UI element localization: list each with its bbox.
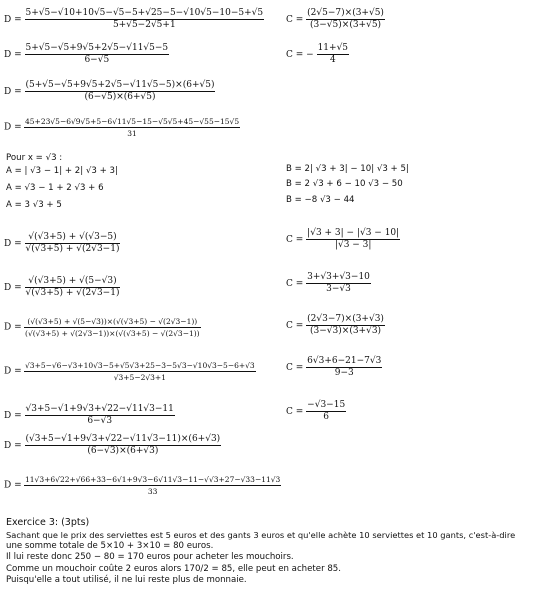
exercise-line: une somme totale de 5×10 + 3×10 = 80 euros. (6, 541, 214, 552)
numerator: 45+23√5−6√9√5+5−6√11√5−15−√5√5+45−√55−15√5 (25, 117, 240, 126)
equation-label: C = (286, 235, 304, 245)
numerator: (2√5−7)×(3+√5) (307, 8, 384, 18)
numerator: 5+√5−√5+9√5+2√5−√11√5−5 (25, 43, 169, 53)
bottom-d2-equation (4, 434, 221, 457)
equation-label: D = (4, 283, 22, 293)
denominator: 3−√3 (326, 284, 351, 294)
exercise-line: Sachant que le prix des serviettes est 5 euros et des gants 3 euros et qu'elle achète 10 serviettes et 10 gants, c'est-à-dire (6, 530, 516, 540)
fraction (25, 434, 222, 457)
a-line-3: A = 3 √3 + 5 (6, 200, 62, 210)
numerator: 11√3+6√22+√66+33−6√1+9√3−6√11√3−11−√√3+27−√33−11√3 (25, 475, 281, 484)
fraction (25, 404, 175, 427)
mid-c2-equation (286, 272, 371, 295)
mid-d4-equation (4, 360, 256, 383)
fraction (306, 356, 382, 379)
fraction (25, 276, 121, 299)
fraction (24, 116, 240, 139)
bottom-d3-equation (4, 474, 281, 497)
fraction (25, 232, 121, 255)
fraction (306, 228, 400, 251)
numerator: 6√3+6−21−7√3 (307, 356, 382, 366)
fraction (306, 314, 385, 337)
fraction (306, 272, 371, 295)
numerator: √(√3+5) + √(5−√3) (25, 276, 121, 288)
exercise-line: Comme un mouchoir coûte 2 euros alors 170/2 = 85, elle peut en acheter 85. (6, 563, 341, 574)
bottom-d1-equation (4, 404, 175, 427)
top-d2-equation (4, 43, 169, 66)
mid-c4-equation (286, 356, 382, 379)
equation-label: D = (4, 322, 22, 333)
numerator: (√(√3+5) + √(5−√3))×(√(√3+5) − √(2√3−1)) (24, 316, 201, 328)
denominator: √3+5−2√3+1 (113, 373, 166, 382)
numerator: √3+5−√1+9√3+√22−√11√3−11 (25, 404, 174, 414)
numerator: (2√3−7)×(3+√3) (307, 314, 384, 324)
denominator: 6−√3 (87, 416, 113, 426)
fraction (25, 80, 216, 103)
numerator: 5+√5−√10+10√5−√5−5+√25−5−√10√5−10−5+√5 (25, 8, 264, 18)
equation-label: D = (4, 366, 22, 377)
exercise-line: Puisqu'elle a tout utilisé, il ne lui reste plus de monnaie. (6, 574, 247, 585)
equation-label: D = (4, 87, 22, 97)
denominator: 5+√5−2√5+1 (112, 20, 176, 30)
exercise-line: Il lui reste donc 250 − 80 = 170 euros pour acheter les mouchoirs. (6, 552, 294, 563)
pour-intro: Pour x = √3 : (6, 153, 63, 163)
denominator: (3−√5)×(3+√5) (310, 20, 382, 30)
equation-label: D = (4, 239, 22, 249)
fraction (306, 400, 346, 423)
numerator: (√3+5−√1+9√3+√22−√11√3−11)×(6+√3) (25, 434, 221, 444)
denominator: 31 (127, 129, 137, 138)
fraction (24, 316, 201, 339)
numerator: |√3 + 3| − |√3 − 10| (307, 228, 400, 238)
denominator: 6−√5 (84, 55, 110, 65)
numerator: √3+5−√6−√3+10√3−5+√5√3+25−3−5√3−√10√3−5−6+√3 (25, 361, 255, 370)
denominator: |√3 − 3| (334, 240, 372, 250)
b-line-1: B = 2| √3 + 3| − 10| √3 + 5| (286, 164, 409, 174)
a-line-2: A = √3 − 1 + 2 √3 + 6 (6, 183, 104, 193)
equation-label: D = (4, 122, 22, 133)
equation-label: C = − (286, 50, 314, 60)
bottom-c1-equation (286, 400, 346, 423)
denominator: (3−√3)×(3+√3) (310, 326, 382, 336)
denominator: √(√3+5) + √(2√3−1) (25, 288, 120, 298)
numerator: (5+√5−√5+9√5+2√5−√11√5−5)×(6+√5) (25, 80, 215, 90)
a-line-1: A = | √3 − 1| + 2| √3 + 3| (6, 166, 118, 176)
equation-label: C = (286, 363, 304, 373)
denominator: (6−√5)×(6+√5) (84, 92, 156, 102)
mid-c3-equation (286, 314, 385, 337)
fraction (317, 43, 349, 66)
denominator: 4 (329, 55, 336, 65)
top-c1-equation (286, 8, 385, 31)
fraction (24, 360, 256, 383)
denominator: (√(√3+5) + √(2√3−1))×(√(√3+5) − √(2√3−1)) (25, 329, 200, 338)
equation-label: D = (4, 411, 22, 421)
fraction (25, 43, 170, 66)
top-d3-equation (4, 80, 215, 103)
numerator: 3+√3+√3−10 (307, 272, 370, 282)
denominator: √(√3+5) + √(2√3−1) (25, 244, 120, 254)
b-line-3: B = −8 √3 − 44 (286, 195, 355, 205)
exercise-title: Exercice 3: (3pts) (6, 517, 90, 528)
mid-c1-equation (286, 228, 400, 251)
b-line-2: B = 2 √3 + 6 − 10 √3 − 50 (286, 179, 403, 189)
top-c2-equation (286, 43, 349, 66)
exercise-text (6, 530, 515, 586)
denominator: 6 (323, 412, 330, 422)
mid-d1-equation (4, 232, 120, 255)
top-d4-equation (4, 116, 240, 139)
equation-label: C = (286, 321, 304, 331)
denominator: 33 (147, 487, 158, 496)
denominator: 9−3 (334, 368, 354, 378)
fraction (25, 8, 265, 31)
numerator: −√3−15 (307, 400, 346, 410)
mid-d3-equation (4, 316, 201, 339)
equation-label: C = (286, 407, 304, 417)
equation-label: C = (286, 15, 304, 25)
equation-label: D = (4, 480, 22, 491)
top-d1-equation (4, 8, 264, 31)
denominator: (6−√3)×(6+√3) (87, 446, 159, 456)
equation-label: D = (4, 441, 22, 451)
equation-label: D = (4, 15, 22, 25)
equation-label: D = (4, 50, 22, 60)
fraction (306, 8, 385, 31)
fraction (24, 474, 281, 497)
equation-label: C = (286, 279, 304, 289)
mid-d2-equation (4, 276, 120, 299)
numerator: 11+√5 (317, 43, 349, 53)
numerator: √(√3+5) + √(√3−5) (25, 232, 121, 244)
